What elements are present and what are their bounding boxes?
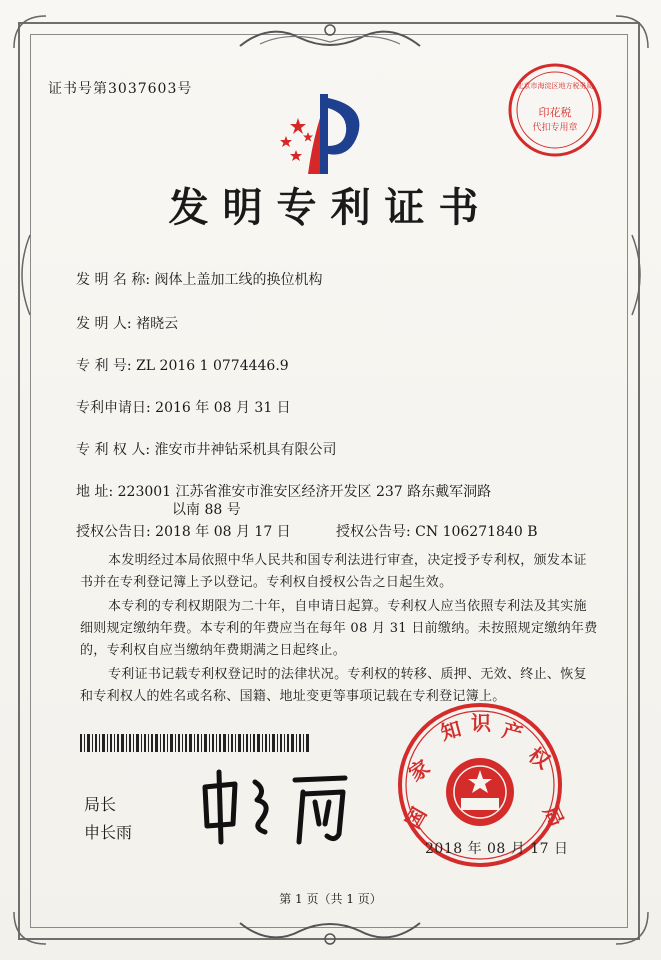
barcode-icon — [80, 734, 310, 752]
bottom-ornament — [230, 915, 430, 951]
top-ornament — [230, 18, 430, 54]
field-patent-no — [76, 356, 289, 376]
svg-text:代扣专用章: 代扣专用章 — [532, 123, 578, 133]
invention-name-value: 阀体上盖加工线的换位机构 — [154, 272, 323, 288]
svg-text:局: 局 — [538, 801, 569, 831]
filing-date-label: 专利申请日: — [76, 400, 151, 416]
patentee-label: 专 利 权 人: — [76, 442, 151, 458]
svg-text:权: 权 — [524, 742, 555, 774]
left-ornament-top — [10, 230, 38, 320]
field-grant-date — [76, 522, 291, 542]
certificate-number: 证书号第3037603号 — [48, 81, 193, 97]
tax-seal-icon — [505, 60, 605, 160]
address-label: 地 址: — [76, 484, 114, 500]
director-name: 申长雨 — [84, 823, 133, 842]
address-line1: 223001 江苏省淮安市淮安区经济开发区 237 路东戴军洞路 — [117, 484, 492, 500]
svg-text:产: 产 — [499, 717, 526, 747]
svg-text:识: 识 — [471, 711, 491, 735]
paragraph-1: 本发明经过本局依照中华人民共和国专利法进行审查，决定授予专利权，颁发本证书并在专利登记簿上予以登记。专利权自授权公告之日起生效。 — [80, 553, 587, 590]
field-address — [76, 482, 491, 502]
director-title: 局长 — [84, 795, 117, 814]
grant-no-label: 授权公告号: — [336, 524, 411, 540]
field-patentee — [76, 440, 337, 460]
patent-office-logo-icon — [268, 88, 378, 178]
svg-text:国: 国 — [400, 803, 432, 833]
svg-text:北京市海淀区地方税务局: 北京市海淀区地方税务局 — [516, 82, 594, 90]
seal-date: 2018 年 08 月 17 日 — [425, 841, 569, 857]
grant-date-value: 2018 年 08 月 17 日 — [155, 524, 291, 540]
paragraph-3: 专利证书记载专利权登记时的法律状况。专利权的转移、质押、无效、终止、恢复和专利权人的姓名或名称、国籍、地址变更等事项记载在专利登记簿上。 — [80, 667, 587, 704]
certificate-title: 发明专利证书 — [168, 184, 493, 231]
patentee-value: 淮安市井神钻采机具有限公司 — [154, 442, 337, 458]
svg-text:印花税: 印花税 — [538, 106, 572, 119]
field-grant-no — [336, 522, 538, 542]
svg-text:家: 家 — [404, 754, 435, 787]
inventor-label: 发 明 人: — [76, 316, 132, 332]
filing-date-value: 2016 年 08 月 31 日 — [155, 400, 291, 416]
corner-ornament-tl — [10, 12, 50, 52]
patent-no-value: ZL 2016 1 0774446.9 — [136, 358, 289, 374]
grant-date-label: 授权公告日: — [76, 524, 151, 540]
page-number: 第 1 页（共 1 页） — [279, 892, 382, 906]
field-filing-date — [76, 398, 291, 418]
corner-ornament-bl — [10, 908, 50, 948]
director-signature-icon — [195, 762, 365, 852]
corner-ornament-br — [612, 908, 652, 948]
invention-name-label: 发 明 名 称: — [76, 272, 151, 288]
patent-no-label: 专 利 号: — [76, 358, 132, 374]
right-ornament-top — [624, 230, 652, 320]
field-inventor — [76, 314, 178, 334]
paragraph-2: 本专利的专利权期限为二十年，自申请日起算。专利权人应当依照专利法及其实施细则规定缴纳年费。本专利的年费应当在每年 08 月 31 日前缴纳。未按照规定缴纳年费的，专利权自应当缴纳年费期满之日起终止。 — [80, 599, 598, 658]
inventor-value: 褚晓云 — [136, 316, 179, 332]
corner-ornament-tr — [612, 12, 652, 52]
svg-text:知: 知 — [438, 716, 464, 745]
address-line2: 以南 88 号 — [172, 502, 241, 518]
grant-no-value: CN 106271840 B — [415, 524, 538, 540]
field-invention-name — [76, 270, 323, 290]
